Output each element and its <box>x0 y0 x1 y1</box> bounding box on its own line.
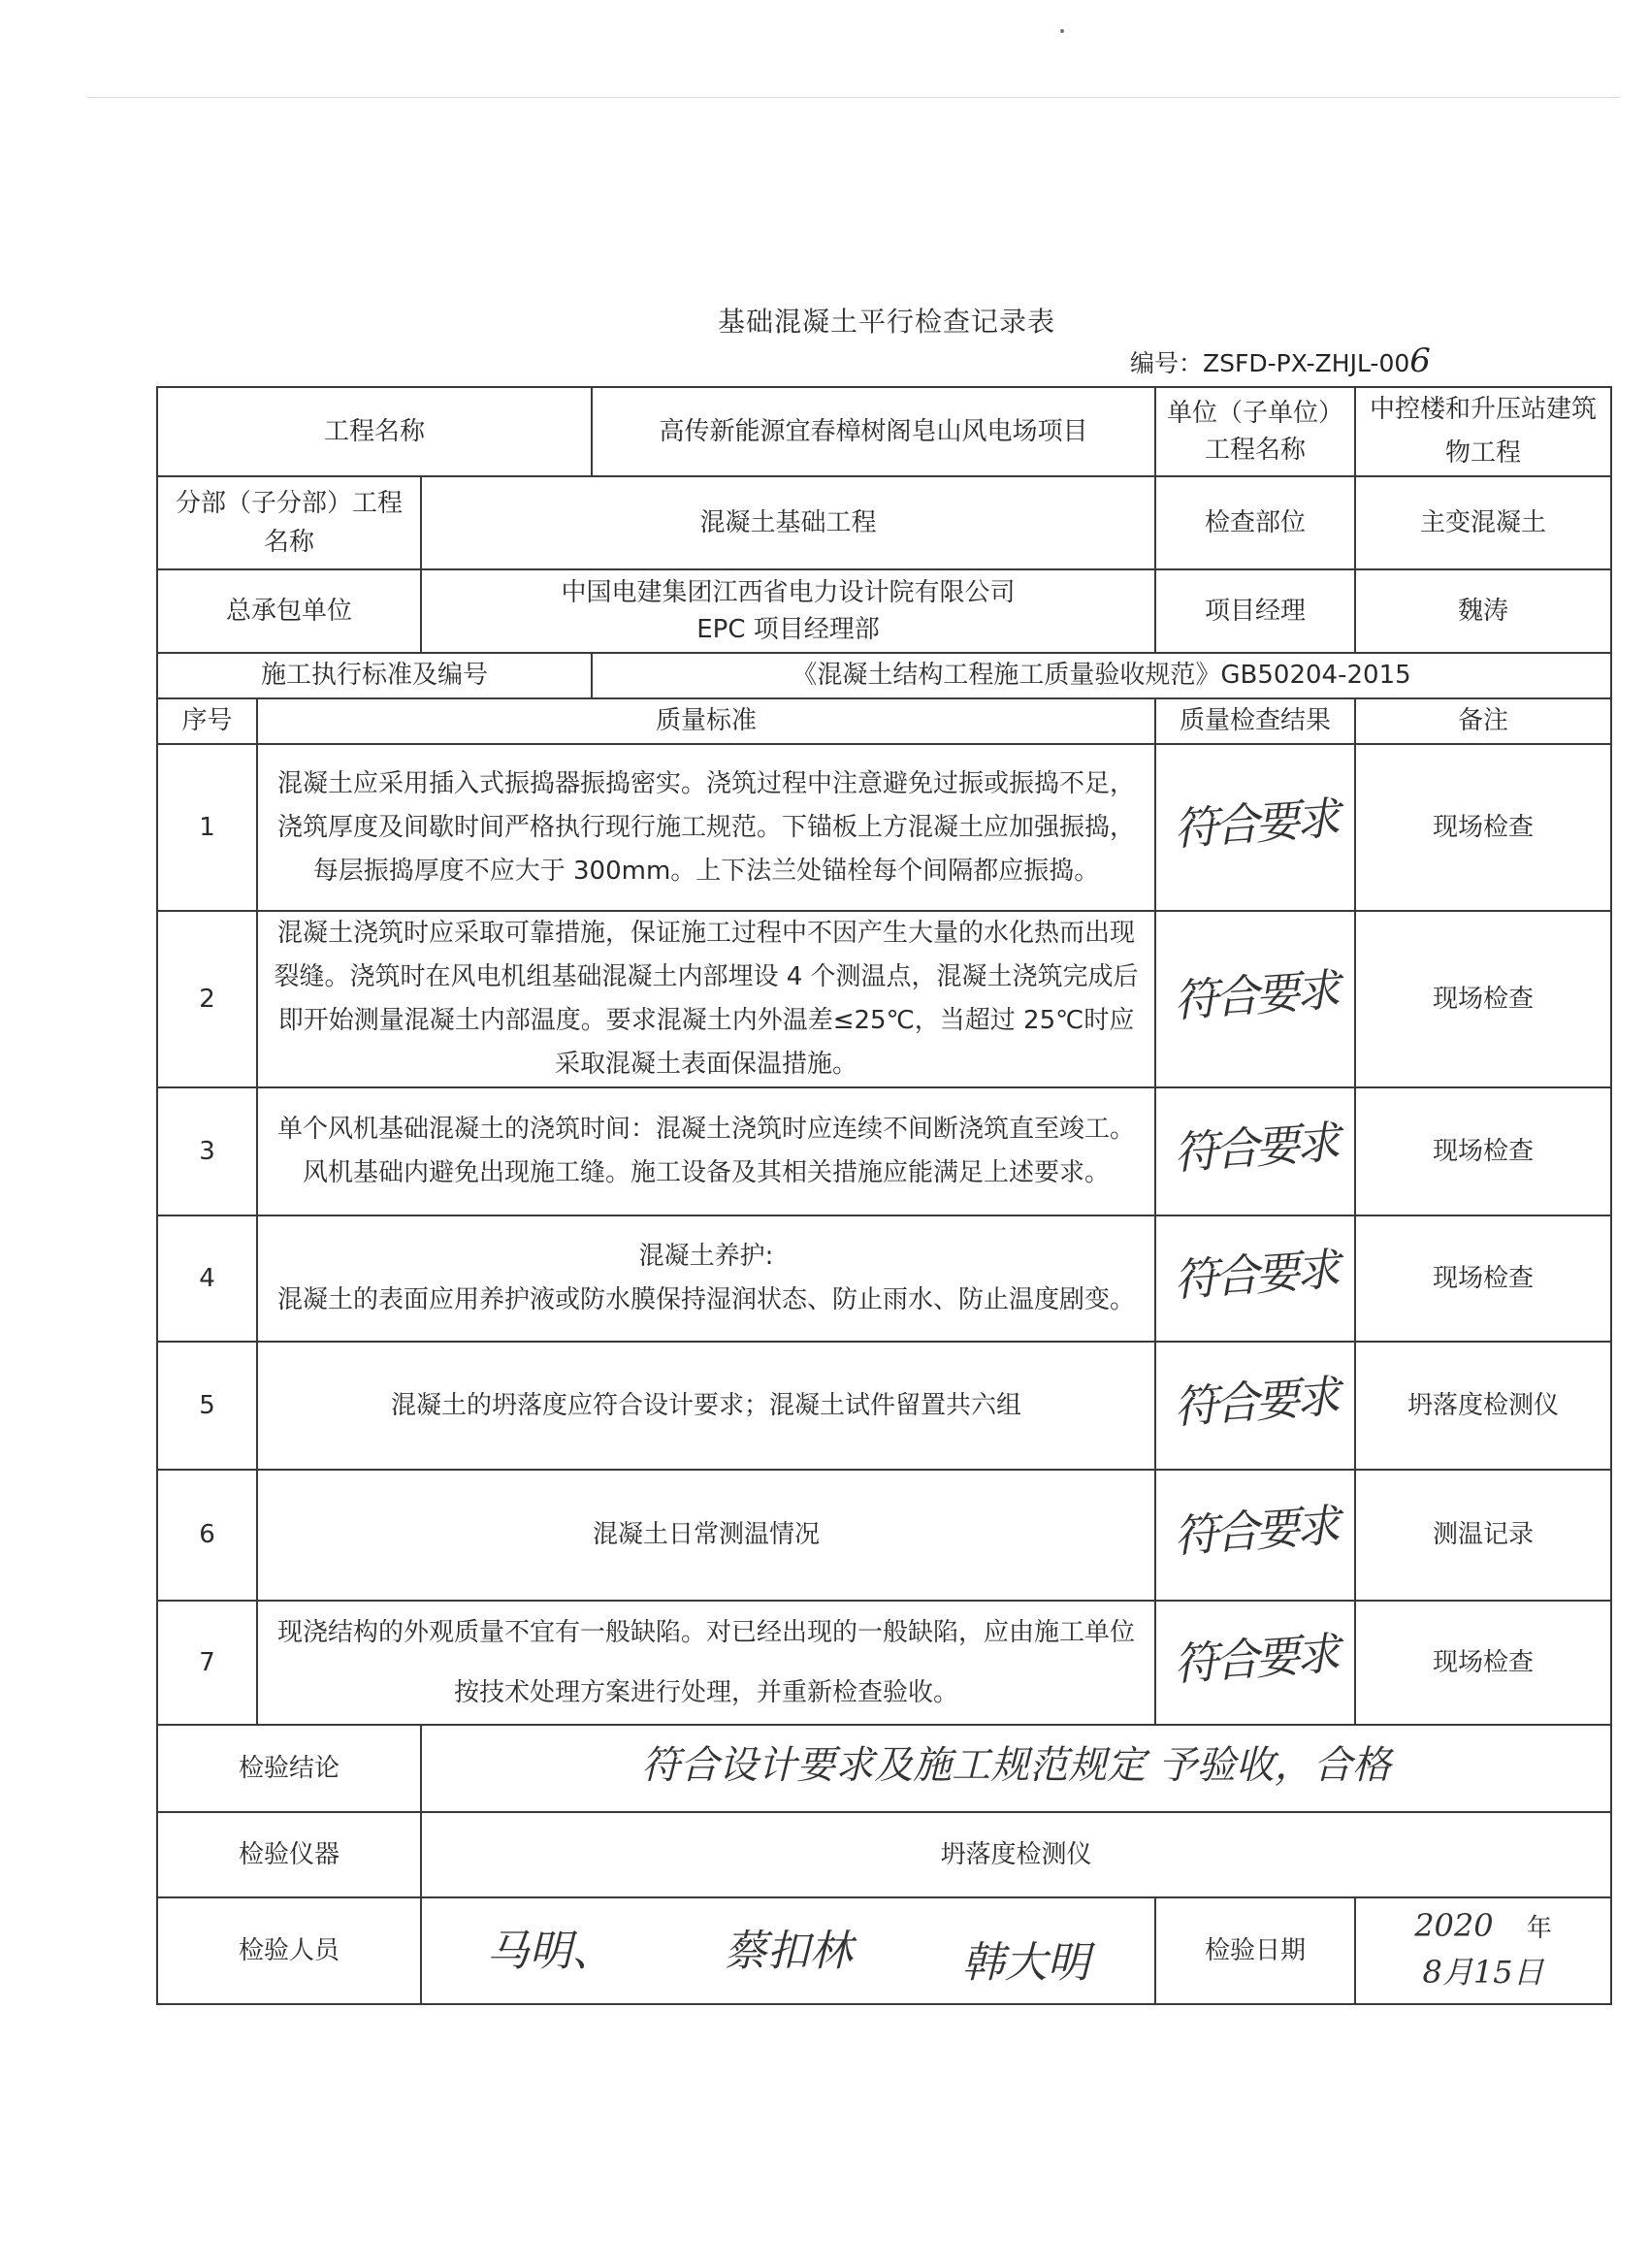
date-label: 检验日期 <box>1155 1897 1355 2004</box>
row-result <box>1155 911 1355 1087</box>
inspection-part-label: 检查部位 <box>1155 476 1355 569</box>
row-standard: 现浇结构的外观质量不宜有一般缺陷。对已经出现的一般缺陷，应由施工单位按技术处理方案进行处理，并重新检查验收。 <box>257 1601 1155 1725</box>
row-remark: 现场检查 <box>1355 1087 1611 1215</box>
inspector-row <box>157 1897 1611 2004</box>
table-row <box>157 744 1611 911</box>
row-seq: 3 <box>157 1087 257 1215</box>
row-result <box>1155 1215 1355 1342</box>
scan-speck <box>1060 29 1064 33</box>
scan-edge-line <box>87 97 1620 98</box>
row-seq: 2 <box>157 911 257 1087</box>
conclusion-label: 检验结论 <box>157 1725 421 1812</box>
col-remark-header: 备注 <box>1355 698 1611 744</box>
manager-label: 项目经理 <box>1155 569 1355 653</box>
table-row <box>157 1601 1611 1725</box>
row-seq: 6 <box>157 1470 257 1601</box>
result-signature: 符合要求 <box>1172 1626 1339 1691</box>
subdivision-row <box>157 476 1611 569</box>
project-name-value: 高传新能源宜春樟树阁皂山风电场项目 <box>592 387 1155 476</box>
inspector-signature-1: 马明、 <box>486 1926 615 1976</box>
inspector-signature-group <box>432 1918 1145 1988</box>
conclusion-row <box>157 1725 1611 1812</box>
project-row <box>157 387 1611 476</box>
result-signature: 符合要求 <box>1172 1369 1339 1434</box>
doc-number-label: 编号： <box>1130 349 1204 377</box>
doc-number-handwritten-suffix: 6 <box>1409 341 1431 380</box>
row-seq: 4 <box>157 1215 257 1342</box>
date-year-suffix: 年 <box>1526 1914 1552 1943</box>
col-result-header: 质量检查结果 <box>1155 698 1355 744</box>
standard-label: 施工执行标准及编号 <box>157 653 592 698</box>
contractor-line-1: 中国电建集团江西省电力设计院有限公司 <box>561 578 1016 607</box>
column-header-row <box>157 698 1611 744</box>
form-title: 基础混凝土平行检查记录表 <box>718 306 1056 338</box>
document-number <box>1130 341 1431 380</box>
inspector-signature-2: 蔡扣林 <box>724 1926 853 1976</box>
inspector-signatures <box>421 1897 1155 2004</box>
col-standard-header: 质量标准 <box>257 698 1155 744</box>
subdivision-label: 分部（子分部）工程名称 <box>157 476 421 569</box>
standard-row <box>157 653 1611 698</box>
row-standard: 单个风机基础混凝土的浇筑时间：混凝土浇筑时应连续不间断浇筑直至竣工。风机基础内避免出现施工缝。施工设备及其相关措施应能满足上述要求。 <box>257 1087 1155 1215</box>
row-standard: 混凝土日常测温情况 <box>257 1470 1155 1601</box>
result-signature: 符合要求 <box>1172 1242 1339 1307</box>
result-signature: 符合要求 <box>1172 962 1339 1027</box>
instrument-row <box>157 1812 1611 1897</box>
row-result <box>1155 1342 1355 1470</box>
result-signature: 符合要求 <box>1172 1499 1339 1563</box>
contractor-value <box>421 569 1155 653</box>
standard-value: 《混凝土结构工程施工质量验收规范》GB50204-2015 <box>592 653 1611 698</box>
doc-number-value: ZSFD-PX-ZHJL-00 <box>1203 349 1410 377</box>
table-row <box>157 911 1611 1087</box>
table-row <box>157 1470 1611 1601</box>
row-remark: 现场检查 <box>1355 911 1611 1087</box>
manager-value: 魏涛 <box>1355 569 1611 653</box>
instrument-label: 检验仪器 <box>157 1812 421 1897</box>
row-result <box>1155 1470 1355 1601</box>
row-standard: 混凝土浇筑时应采取可靠措施，保证施工过程中不因产生大量的水化热而出现裂缝。浇筑时在风电机组基础混凝土内部埋设 4 个测温点，混凝土浇筑完成后即开始测量混凝土内部温度。要求混凝土内外温差≤25℃，当超过 25℃时应采取混凝土表面保温措施。 <box>257 911 1155 1087</box>
row-remark: 现场检查 <box>1355 1215 1611 1342</box>
row-remark: 坍落度检测仪 <box>1355 1342 1611 1470</box>
row-result <box>1155 744 1355 911</box>
table-row <box>157 1087 1611 1215</box>
row-seq: 1 <box>157 744 257 911</box>
result-signature: 符合要求 <box>1172 1115 1339 1180</box>
date-month-day: 8月15日 <box>1422 1954 1544 1991</box>
row-result <box>1155 1601 1355 1725</box>
inspection-record-table <box>156 386 1612 2005</box>
subdivision-value: 混凝土基础工程 <box>421 476 1155 569</box>
table-row <box>157 1342 1611 1470</box>
contractor-row <box>157 569 1611 653</box>
project-name-label: 工程名称 <box>157 387 592 476</box>
row-standard: 混凝土应采用插入式振捣器振捣密实。浇筑过程中注意避免过振或振捣不足，浇筑厚度及间歇时间严格执行现行施工规范。下锚板上方混凝土应加强振捣，每层振捣厚度不应大于 300mm。上下法兰处锚栓每个间隔都应振捣。 <box>257 744 1155 911</box>
result-signature: 符合要求 <box>1172 791 1339 856</box>
unit-name-label: 单位（子单位）工程名称 <box>1155 387 1355 476</box>
instrument-value: 坍落度检测仪 <box>421 1812 1611 1897</box>
date-year: 2020 <box>1414 1907 1494 1944</box>
row-seq: 5 <box>157 1342 257 1470</box>
inspection-part-value: 主变混凝土 <box>1355 476 1611 569</box>
row-remark: 现场检查 <box>1355 1601 1611 1725</box>
unit-name-value: 中控楼和升压站建筑物工程 <box>1355 387 1611 476</box>
row-standard: 混凝土的坍落度应符合设计要求；混凝土试件留置共六组 <box>257 1342 1155 1470</box>
row-seq: 7 <box>157 1601 257 1725</box>
conclusion-value <box>421 1725 1611 1812</box>
row-standard: 混凝土养护: 混凝土的表面应用养护液或防水膜保持湿润状态、防止雨水、防止温度剧变。 <box>257 1215 1155 1342</box>
contractor-label: 总承包单位 <box>157 569 421 653</box>
row-remark: 测温记录 <box>1355 1470 1611 1601</box>
row-result <box>1155 1087 1355 1215</box>
row-remark: 现场检查 <box>1355 744 1611 911</box>
table-row <box>157 1215 1611 1342</box>
inspector-signature-3: 韩大明 <box>961 1937 1090 1988</box>
inspector-label: 检验人员 <box>157 1897 421 2004</box>
col-seq-header: 序号 <box>157 698 257 744</box>
date-value <box>1355 1897 1611 2004</box>
contractor-line-2: EPC 项目经理部 <box>696 615 880 644</box>
conclusion-handwriting: 符合设计要求及施工规范规定 予验收，合格 <box>641 1743 1391 1788</box>
